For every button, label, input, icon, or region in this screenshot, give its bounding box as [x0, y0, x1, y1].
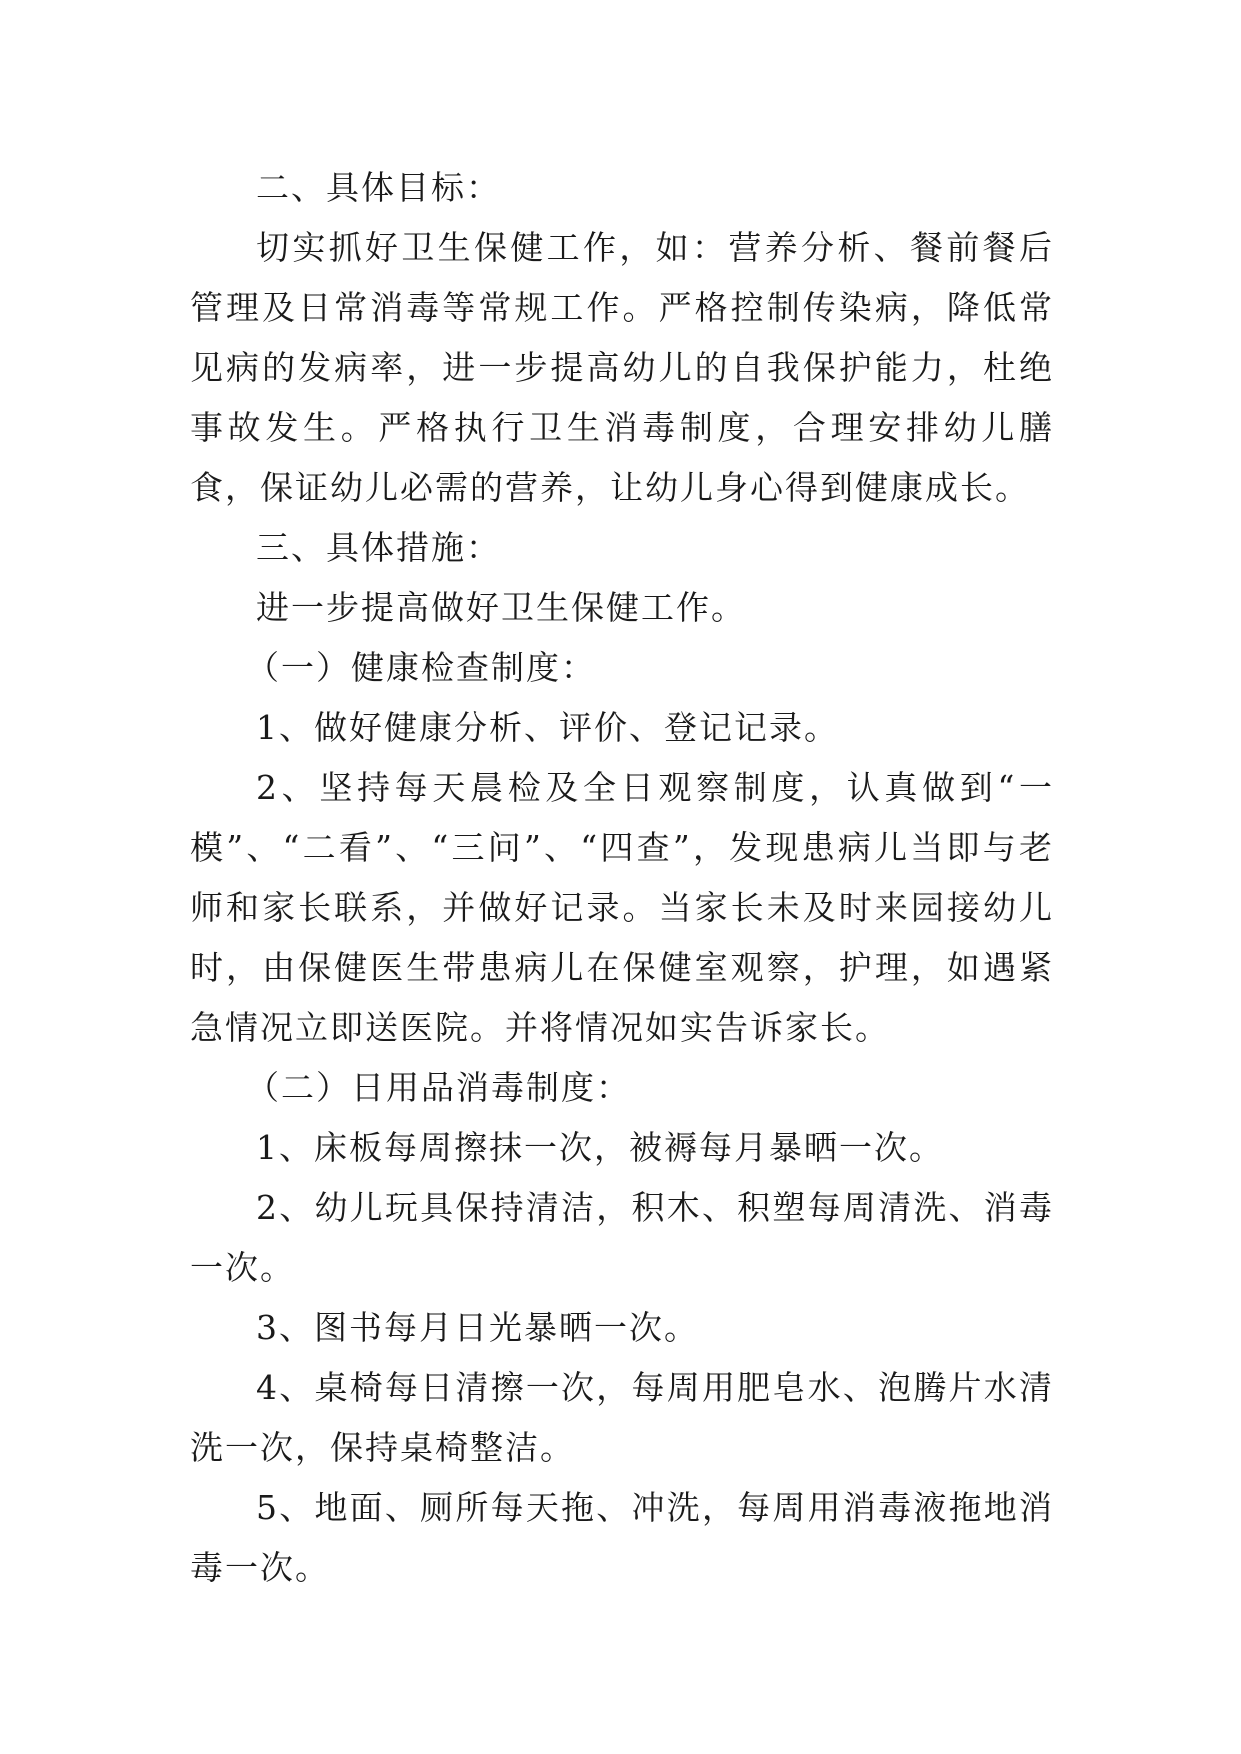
measures-intro-paragraph: 进一步提高做好卫生保健工作。: [256, 588, 746, 627]
subsection-heading-health-check: （一）健康检查制度：: [246, 648, 596, 687]
subsection-heading-disinfection: （二）日用品消毒制度：: [246, 1068, 631, 1107]
list-item: 5、地面、厕所每天拖、冲洗，每周用消毒液拖地消毒一次。: [190, 1488, 1054, 1587]
list-item: 3、图书每月日光暴晒一次。: [256, 1308, 699, 1347]
list-item: 1、床板每周擦抹一次，被褥每月暴晒一次。: [256, 1128, 944, 1167]
list-item: 4、桌椅每日清擦一次，每周用肥皂水、泡腾片水清洗一次，保持桌椅整洁。: [190, 1368, 1054, 1467]
list-item: 1、做好健康分析、评价、登记记录。: [256, 708, 839, 747]
section-heading-measures: 三、具体措施：: [256, 528, 501, 567]
list-item: 2、幼儿玩具保持清洁，积木、积塑每周清洗、消毒一次。: [190, 1188, 1054, 1287]
document-body: [190, 158, 1054, 1598]
list-item: 2、坚持每天晨检及全日观察制度，认真做到“一模”、“二看”、“三问”、“四查”，发现患病儿当即与老师和家长联系，并做好记录。当家长未及时来园接幼儿时，由保健医生带患病儿在保健室观察，护理，如遇紧急情况立即送医院。并将情况如实告诉家长。: [190, 768, 1054, 1047]
section-heading-goals: 二、具体目标：: [256, 168, 501, 207]
goals-paragraph: 切实抓好卫生保健工作，如：营养分析、餐前餐后管理及日常消毒等常规工作。严格控制传染病，降低常见病的发病率，进一步提高幼儿的自我保护能力，杜绝事故发生。严格执行卫生消毒制度，合理安排幼儿膳食，保证幼儿必需的营养，让幼儿身心得到健康成长。: [190, 228, 1054, 507]
